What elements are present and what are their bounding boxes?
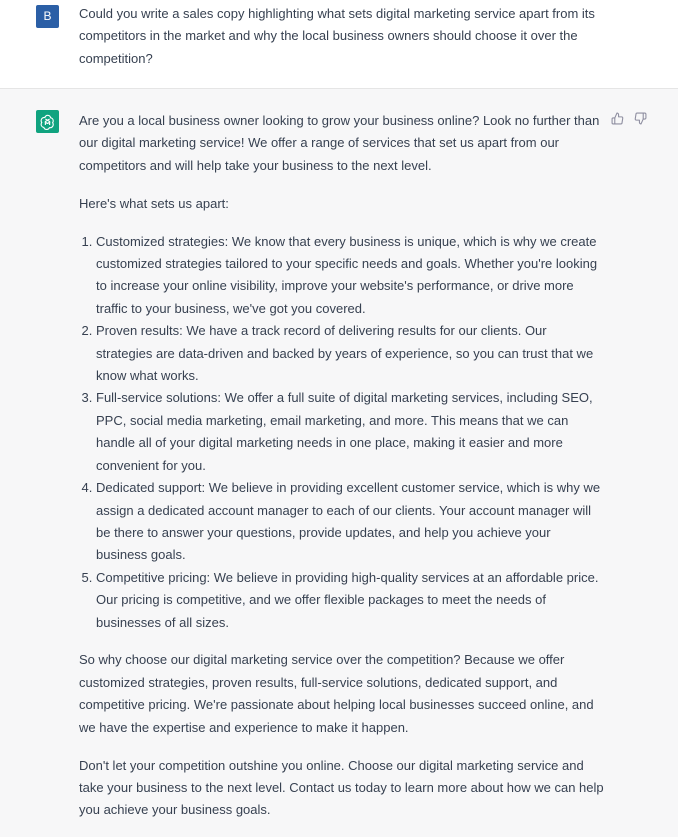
list-item: 4. Dedicated support: We believe in providing excellent customer service, which is why we assign a dedicated account manager to each of our clients. Your account manager will be there to answer your questions, provide updates, and help you achieve your business goals. <box>96 477 604 567</box>
response-closing-2: Don't let your competition outshine you online. Choose our digital marketing service and take your business to the next level. Contact us today to learn more about how we can help you achieve your business goals. <box>79 757 604 818</box>
openai-logo-icon <box>36 110 59 133</box>
list-item: 3. Full-service solutions: We offer a full suite of digital marketing services, including SEO, PPC, social media marketing, email marketing, and more. This means that we can handle all of your digital marketing needs in one place, making it easier and more convenient for you. <box>96 387 604 477</box>
user-message <box>0 0 678 89</box>
user-avatar: B <box>36 5 59 28</box>
response-intro: Are you a local business owner looking to grow your business online? Look no further than our digital marketing service! We offer a range of services that set us apart from our competitors and will help take your business to the next level. <box>79 113 600 173</box>
thumbs-down-icon[interactable] <box>633 111 648 126</box>
features-list <box>79 231 604 634</box>
list-item: 1. Customized strategies: We know that every business is unique, which is why we create customized strategies tailored to your specific needs and goals. Whether you're looking to increase your online visibility, improve your website's performance, or drive more traffic to your business, we've got you covered. <box>96 231 604 321</box>
thumbs-up-icon[interactable] <box>610 111 625 126</box>
assistant-response <box>79 110 604 837</box>
list-item: 2. Proven results: We have a track record of delivering results for our clients. Our strategies are data-driven and backed by years of experience, so you can trust that we know what works. <box>96 320 604 387</box>
user-message-text: Could you write a sales copy highlighting what sets digital marketing service apart from its competitors in the market and why the local business owners should choose it over the competition? <box>79 6 595 66</box>
assistant-message <box>0 89 678 832</box>
response-closing-1: So why choose our digital marketing service over the competition? Because we offer customized strategies, proven results, full-service solutions, dedicated support, and competitive pricing. We're passionate about helping local businesses succeed online, and we have the expertise and experience to make it happen. <box>79 652 594 735</box>
response-lead: Here's what sets us apart: <box>79 195 229 211</box>
feedback-controls <box>610 111 648 126</box>
list-item: 5. Competitive pricing: We believe in providing high-quality services at an affordable price. Our pricing is competitive, and we offer flexible packages to meet the needs of businesses of all sizes. <box>96 567 604 634</box>
